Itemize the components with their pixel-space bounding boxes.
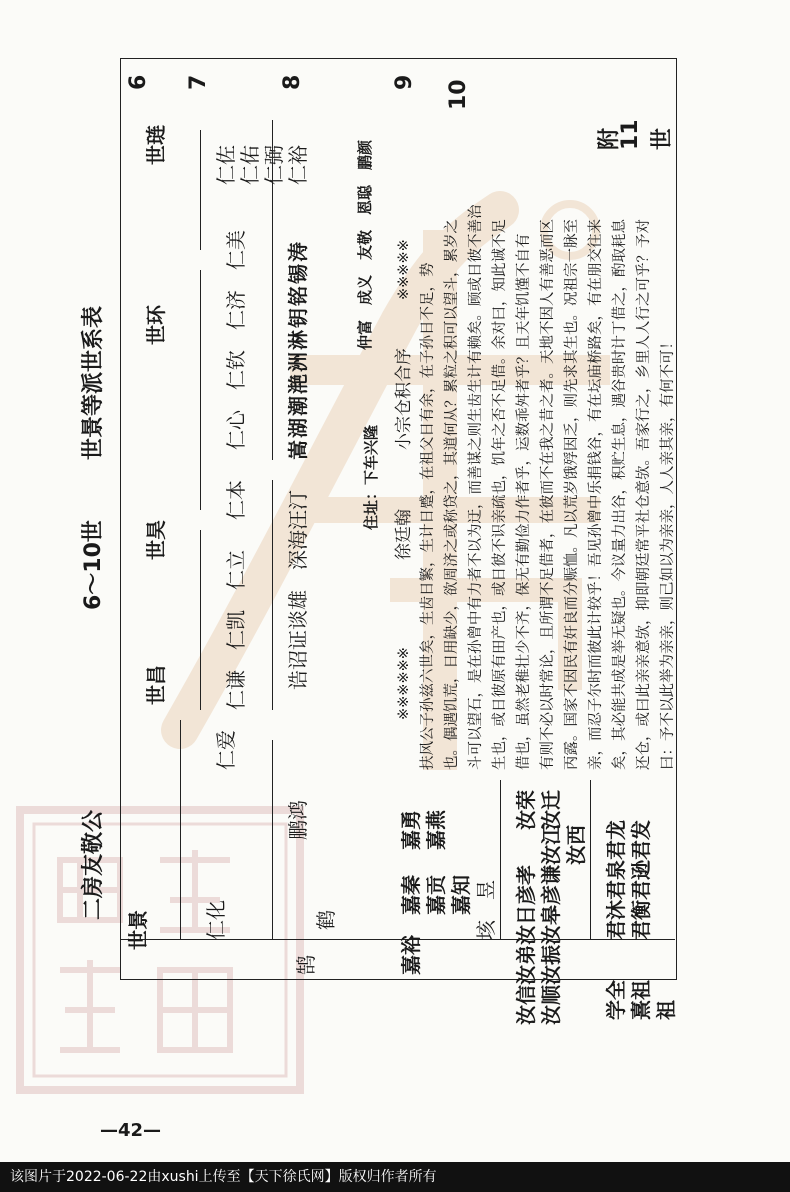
gen11-name-junlong: 君龙	[604, 820, 628, 860]
gen10-name-ruqian: 汝迁	[539, 790, 563, 830]
gen9-name-jiazhi: 嘉知	[449, 875, 473, 915]
generation-10: 10	[446, 79, 471, 110]
essay-marks-left: ※※※※※	[396, 239, 412, 300]
gen8-names-mid2: 诰诏证谈雄	[286, 590, 310, 690]
gen11-name-junfa: 君发	[629, 820, 653, 860]
gen9-name-gai: 垓	[474, 920, 498, 940]
gen10-name-rushun: 汝顺	[539, 985, 563, 1025]
tree-connector	[200, 130, 201, 250]
gen7-name-renli: 仁立	[224, 550, 248, 590]
gen9-name-jiayong: 嘉勇	[399, 810, 423, 850]
essay-line-2: 也。偶遇饥荒，日用缺少，欲周济之或称贷之，其道何从？累粒之积可以望斗，累岁之	[444, 219, 460, 770]
gen11-name-xizu: 熹祖	[629, 980, 653, 1020]
generation-9: 9	[392, 74, 417, 90]
tree-connector	[180, 720, 181, 940]
gen10-name-rugao: 汝皋	[539, 905, 563, 945]
gen7-name-renxin: 仁心	[224, 410, 248, 450]
gen10-name-rujiang: 汝江	[539, 825, 563, 865]
branch-title: 二房友敬公	[81, 809, 106, 920]
gen7-name-renqin: 仁钦	[224, 350, 248, 390]
essay-line-7: 丙露。国家不因民有奸良而分赈恤。凡以荒岁饿殍因乏，则先求其生也。况祖宗一脉至	[564, 219, 580, 770]
gen8-name-hong: 鸿	[286, 800, 310, 820]
gen11-name-junquan: 君泉	[604, 860, 628, 900]
appendix-shi: 世	[650, 127, 675, 150]
appendix-label: 附	[597, 127, 622, 150]
essay-line-10: 还仓，或曰此亲亲意欤，抑即朝廷常平社仓意欤。吾家行之，乡里人人行之可乎？予对	[636, 219, 652, 770]
gen11-name-junxun: 君逊	[629, 860, 653, 900]
gen6-name-shichang: 世昌	[144, 665, 168, 705]
gen10-name-yanxiao: 彦孝	[514, 865, 538, 905]
tree-connector	[272, 740, 273, 940]
essay-line-1: 扶风公子孙兹六世矣，生齿日繁，生计日蹙，在祖父日有余，在子孙日不足，势	[420, 262, 436, 770]
tree-connector	[500, 780, 501, 940]
tree-connector	[590, 780, 591, 940]
tree-connector	[200, 530, 201, 710]
tree-connector	[200, 270, 201, 510]
essay-author: 徐廷翰	[394, 509, 414, 560]
essay-line-9: 矣，其必能共成是举无疑也。今议量力出谷，积贮生息，遇谷贵时计丁借之，酌取耗息	[612, 219, 628, 770]
gen7-name-renqian: 仁谦	[224, 670, 248, 710]
gen7-name-renyou: 仁佑	[238, 145, 262, 185]
essay-line-3: 斗可以望石，是在孙曾中有力者不以为迂，而善谋之则生齿生计有赖矣。顾或日彼不善治	[468, 204, 484, 770]
gen8-name-he: 鹤	[314, 910, 338, 930]
table-title: 世景等派世系表	[81, 305, 106, 460]
gen11-name-junmu: 君沐	[604, 900, 628, 940]
gen10-name-rudi: 汝弟	[514, 945, 538, 985]
gen6-name-shijing: 世景	[126, 910, 150, 950]
gen9-name-jiayu: 嘉裕	[399, 935, 423, 975]
gen10-name-ruxi: 汝西	[564, 825, 588, 865]
gen10-name-rurong: 汝荣	[514, 790, 538, 830]
gen10-name-rurri: 汝日	[514, 905, 538, 945]
gen10-name-ruzhen: 汝振	[539, 945, 563, 985]
essay-title: 小宗仓积合序	[394, 348, 414, 450]
tree-connector	[272, 120, 273, 460]
gen7-name-renyu: 仁裕	[286, 145, 310, 185]
essay-line-11: 曰：予不以此举为亲亲，则己如以为亲亲，人人亲其亲，有何不可！	[660, 335, 676, 770]
gen7-name-renkai: 仁凯	[224, 610, 248, 650]
gen7-name-renben: 仁本	[224, 480, 248, 520]
gen11-name-zu: 祖	[654, 1000, 678, 1020]
gen7-name-renji: 仁济	[224, 290, 248, 330]
gen8-name-hu: 鹄	[294, 955, 318, 975]
essay-line-5: 借也，虽然老稚壮少不齐，保无有勤俭力作者乎，运数乖舛者乎？且天年饥馑不自有	[516, 233, 532, 770]
generation-6: 6	[126, 74, 151, 90]
gen8-names-left: 嵩湖潮滟洲淋钥铭锡涛	[286, 240, 310, 460]
ancestor-titles-row: 仲富 成义 友敬 恩聪 鹏颜	[356, 139, 374, 350]
generation-7: 7	[186, 74, 211, 90]
gen8-name-peng: 鹏	[286, 820, 310, 840]
gen9-name-yu: 昱	[474, 880, 498, 900]
gen8-names-mid: 深海汪汀	[286, 490, 310, 570]
gen6-name-shihao: 世昊	[144, 520, 168, 560]
gen6-name-shihuan: 世环	[144, 305, 168, 345]
gen7-name-renai: 仁爱	[214, 730, 238, 770]
page-number: —42—	[100, 1120, 162, 1141]
gen11-name-xuequan: 学全	[604, 980, 628, 1020]
residence-address: 住址：下车兴隆	[362, 424, 380, 530]
essay-line-4: 生也，或日彼原有田产也，或日彼不识亲疏也，饥年之否不足借。余对曰，知此诚不足	[492, 219, 508, 770]
essay-line-6: 有则不必以时常论，且所谓不足借者，在彼而不在我之昔之者。天地不因人有善恶而区	[540, 219, 556, 770]
essay-marks-right: ※※※※※※	[396, 647, 412, 720]
gen11-name-junheng: 君衡	[629, 900, 653, 940]
essay-line-8: 亲，而忍子尔时而彼此计较乎！吾见孙曾中乐捐钱谷，有在坛庙桥路矣，有在朋交往来	[588, 219, 604, 770]
gen9-name-jiagong: 嘉贡	[424, 875, 448, 915]
gen7-name-renmei: 仁美	[224, 230, 248, 270]
gen7-name-renbi: 仁弼	[262, 145, 286, 185]
gen7-name-renzuo: 仁佐	[214, 145, 238, 185]
gen9-name-jiayan: 嘉燕	[424, 810, 448, 850]
upload-footer: 该图片于2022-06-22由xushi上传至【天下徐氏网】版权归作者所有	[0, 1162, 790, 1192]
gen10-name-ruxin: 汝信	[514, 985, 538, 1025]
gen7-name-renhua: 仁化	[204, 900, 228, 940]
generation-range: 6～10世	[81, 520, 106, 610]
appendix-number: 11	[618, 119, 643, 150]
tree-connector	[272, 480, 273, 710]
gen9-name-jiaqin: 嘉秦	[399, 875, 423, 915]
gen10-name-yanqian: 彦谦	[539, 865, 563, 905]
generation-8: 8	[280, 74, 305, 90]
gen6-name-shilian: 世琏	[144, 125, 168, 165]
